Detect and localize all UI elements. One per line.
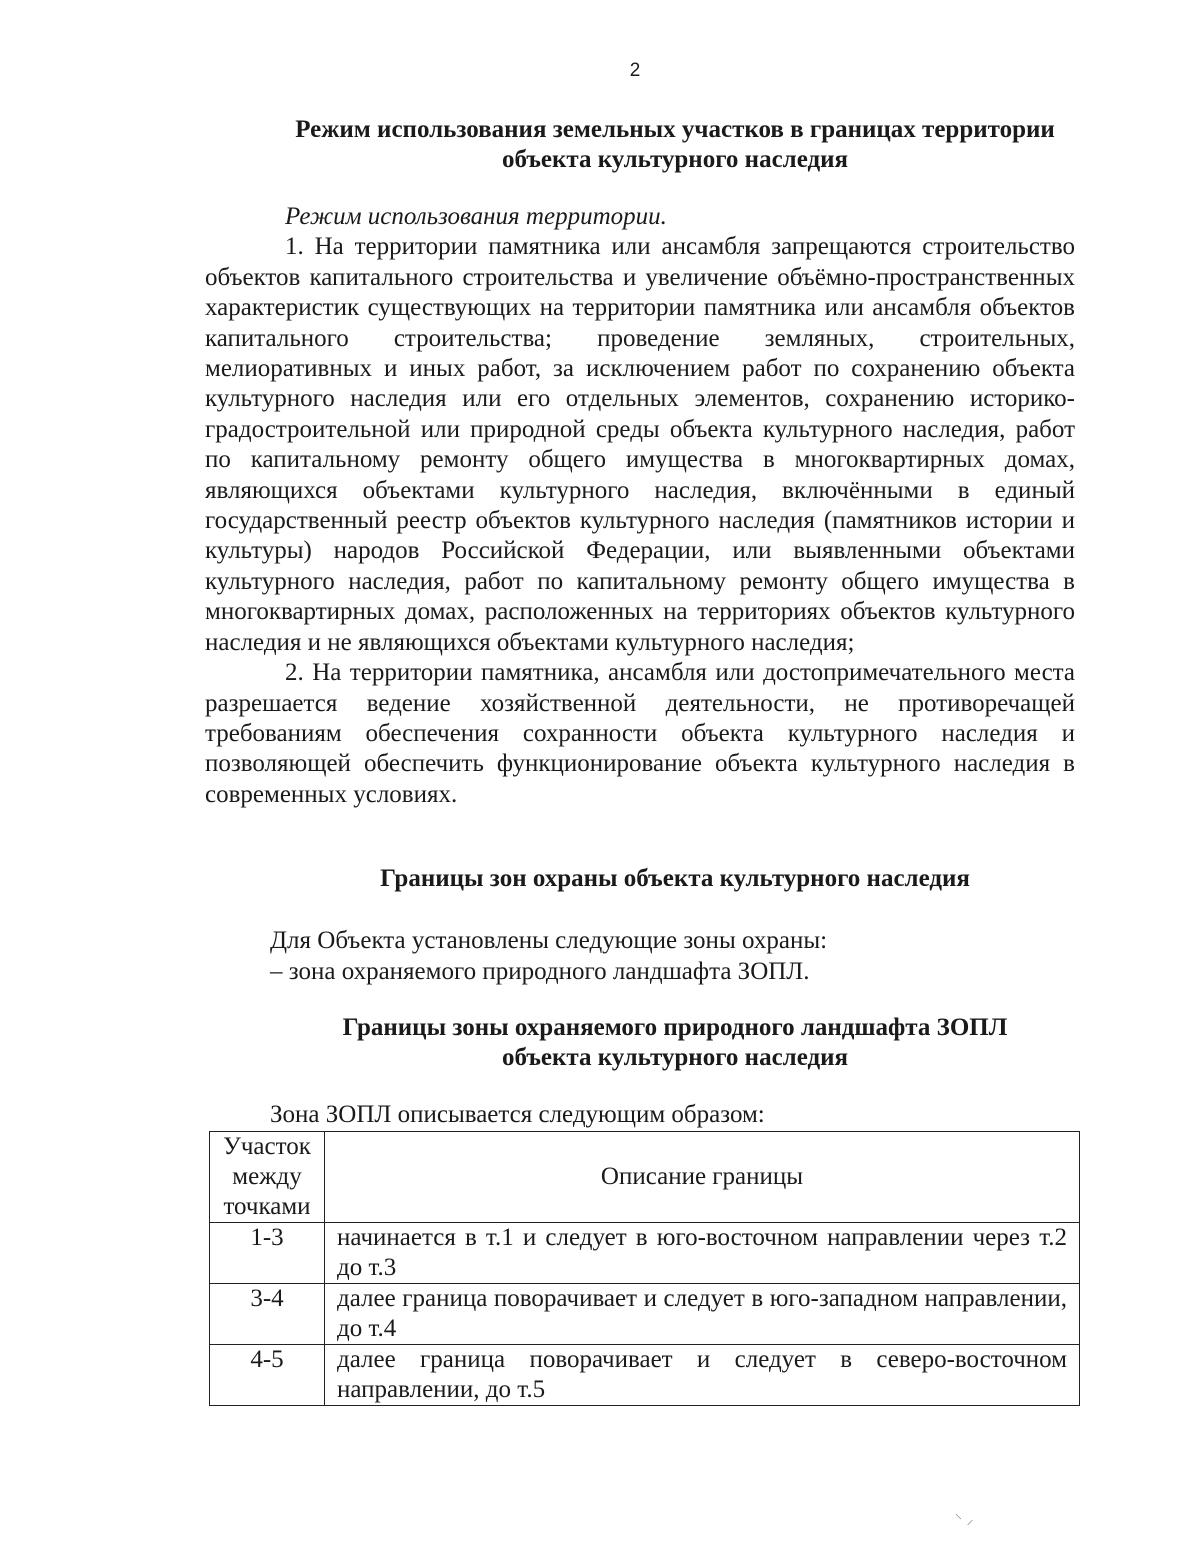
table-row xyxy=(210,1284,1080,1345)
section-title-line: Режим использования земельных участков в границах территории xyxy=(295,116,1055,143)
table-row xyxy=(210,1223,1080,1284)
header-segment xyxy=(210,1132,325,1223)
description-cell: начинается в т.1 и следует в юго-восточном направлении через т.2 до т.3 xyxy=(325,1223,1080,1284)
paragraph-prohibitions: 1. На территории памятника или ансамбля запрещаются строительство объектов капитального строительства и увеличение объёмно-пространственных характеристик существующих на территории памятника или ансамбля объектов капитального строительства; проведение земляных, строительных, мелиоративных и иных работ, за исключением работ по сохранению объекта культурного наследия или его отдельных элементов, сохранению историко-градостроительной или природной среды объекта культурного наследия, работ по капитальному ремонту общего имущества в многоквартирных домах, являющихся объектами культурного наследия, включёнными в единый государственный реестр объектов культурного наследия (памятников истории и культуры) народов Российской Федерации, или выявленными объектами культурного наследия, работ по капитальному ремонту общего имущества в многоквартирных домах, расположенных на территориях объектов культурного наследия и не являющихся объектами культурного наследия; xyxy=(205,233,1075,656)
table-header-row xyxy=(210,1132,1080,1223)
protection-zones-text xyxy=(270,925,1070,987)
table-intro: Зона ЗОПЛ описывается следующим образом: xyxy=(270,1101,765,1128)
header-description: Описание границы xyxy=(325,1132,1080,1223)
territory-regime-subtitle: Режим использования территории. xyxy=(285,203,667,230)
section-title-land-use xyxy=(245,115,1105,175)
zones-intro-line: Для Объекта установлены следующие зоны охраны: xyxy=(270,927,828,954)
header-segment-line: точками xyxy=(223,1193,311,1220)
section-title-protection-zones: Границы зон охраны объекта культурного наследия xyxy=(380,865,970,892)
segment-cell: 4-5 xyxy=(210,1345,325,1406)
section-title-line: Границы зоны охраняемого природного ландшафта ЗОПЛ xyxy=(342,1014,1008,1041)
section-title-landscape-zone xyxy=(245,1013,1105,1073)
segment-cell: 1-3 xyxy=(210,1223,325,1284)
description-cell: далее граница поворачивает и следует в северо-восточном направлении, до т.5 xyxy=(325,1345,1080,1406)
header-segment-line: между xyxy=(232,1163,302,1190)
page-number: 2 xyxy=(629,60,641,81)
paragraph-permissions: 2. На территории памятника, ансамбля или достопримечательного места разрешается ведение хозяйственной деятельности, не противоречащей требованиям обеспечения сохранности объекта культурного наследия и позволяющей обеспечить функционирование объекта культурного наследия в современных условиях. xyxy=(205,659,1075,808)
section-title-line: объекта культурного наследия xyxy=(501,146,849,173)
segment-cell: 3-4 xyxy=(210,1284,325,1345)
header-segment-line: Участок xyxy=(223,1133,311,1160)
table-row xyxy=(210,1345,1080,1406)
zone-list-item: – зона охраняемого природного ландшафта ЗОПЛ. xyxy=(270,958,810,985)
section-title-line: объекта культурного наследия xyxy=(501,1044,849,1071)
scan-artifact-icon: ⸌ ⸝ xyxy=(955,1512,974,1528)
land-use-text xyxy=(205,202,1075,810)
boundary-table xyxy=(209,1131,1080,1406)
description-cell: далее граница поворачивает и следует в юго-западном направлении, до т.4 xyxy=(325,1284,1080,1345)
